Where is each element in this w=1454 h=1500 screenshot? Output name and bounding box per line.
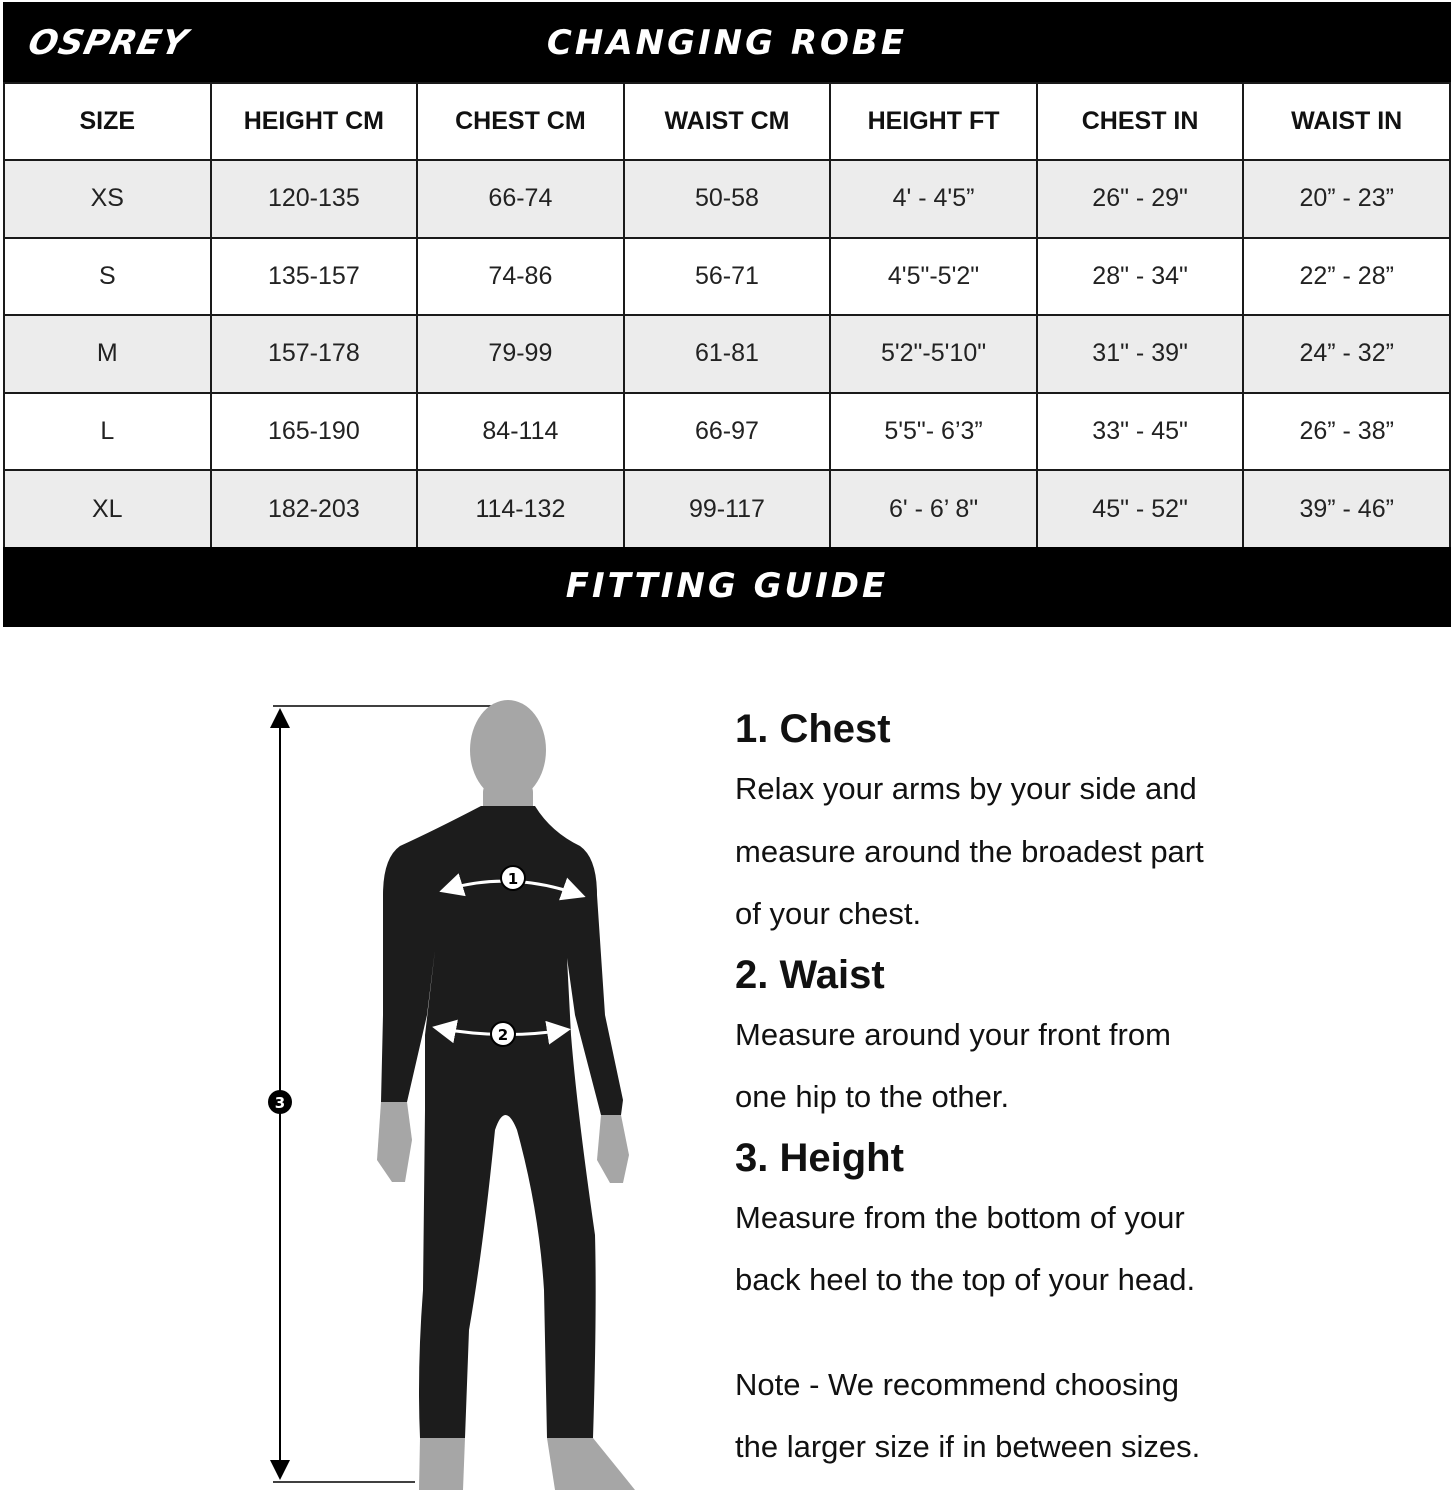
table-cell: 39” - 46”: [1243, 470, 1450, 548]
table-cell: XL: [4, 470, 211, 548]
chest-marker: [501, 866, 525, 890]
right-hand: [597, 1115, 629, 1183]
table-cell: 157-178: [211, 315, 418, 393]
table-cell: 6' - 6’ 8": [830, 470, 1037, 548]
table-row: [4, 315, 1450, 393]
fitting-guide-bar: [3, 547, 1451, 627]
table-cell: S: [4, 238, 211, 316]
measurement-instructions: [735, 700, 1435, 1479]
table-cell: 22” - 28”: [1243, 238, 1450, 316]
table-cell: 79-99: [417, 315, 624, 393]
column-header-size: SIZE: [4, 83, 211, 160]
height-heading: 3. Height: [735, 1135, 904, 1180]
chest-text-line: of your chest.: [735, 896, 922, 931]
table-cell: 99-117: [624, 470, 831, 548]
column-header-height-ft: HEIGHT FT: [830, 83, 1037, 160]
table-cell: 45" - 52": [1037, 470, 1244, 548]
table-row: [4, 238, 1450, 316]
height-marker-number: 3: [274, 1094, 286, 1112]
table-row: [4, 470, 1450, 548]
wetsuit-body: [381, 806, 623, 1438]
column-header-waist-in: WAIST IN: [1243, 83, 1450, 160]
fitting-guide-title: FITTING GUIDE: [565, 566, 889, 606]
left-hand: [377, 1102, 412, 1182]
table-cell: 56-71: [624, 238, 831, 316]
left-foot: [419, 1438, 465, 1490]
waist-marker: [491, 1022, 515, 1046]
table-cell: 4'5"-5'2": [830, 238, 1037, 316]
table-cell: 50-58: [624, 160, 831, 238]
page-title: CHANGING ROBE: [546, 23, 908, 63]
table-cell: 135-157: [211, 238, 418, 316]
chest-heading: 1. Chest: [735, 707, 891, 751]
size-table: [3, 82, 1451, 549]
table-row: [4, 393, 1450, 471]
column-header-height-cm: HEIGHT CM: [211, 83, 418, 160]
sizing-note: [735, 1354, 1435, 1479]
header-bar: [3, 2, 1451, 82]
waist-marker-number: 2: [497, 1026, 509, 1044]
waist-text-line: one hip to the other.: [735, 1079, 1010, 1114]
chest-marker-number: 1: [507, 870, 519, 888]
table-cell: M: [4, 315, 211, 393]
column-header-chest-cm: CHEST CM: [417, 83, 624, 160]
table-cell: 182-203: [211, 470, 418, 548]
table-cell: 74-86: [417, 238, 624, 316]
table-cell: 66-97: [624, 393, 831, 471]
table-cell: 28" - 34": [1037, 238, 1244, 316]
chest-text-line: Relax your arms by your side and: [735, 771, 1197, 806]
table-cell: 31" - 39": [1037, 315, 1244, 393]
table-cell: 20” - 23”: [1243, 160, 1450, 238]
table-cell: 26" - 29": [1037, 160, 1244, 238]
table-cell: 5'5"- 6’3”: [830, 393, 1037, 471]
brand-logo: OSPREY: [24, 23, 192, 63]
table-row: [4, 160, 1450, 238]
table-cell: L: [4, 393, 211, 471]
table-cell: 24” - 32”: [1243, 315, 1450, 393]
table-cell: 26” - 38”: [1243, 393, 1450, 471]
body-measurement-figure: [255, 690, 675, 1500]
table-cell: XS: [4, 160, 211, 238]
table-cell: 5'2"-5'10": [830, 315, 1037, 393]
height-text-line: Measure from the bottom of your: [735, 1199, 1185, 1235]
table-cell: 84-114: [417, 393, 624, 471]
right-foot: [547, 1438, 635, 1490]
note-line: the larger size if in between sizes.: [735, 1429, 1201, 1464]
table-cell: 114-132: [417, 470, 624, 548]
waist-heading: 2. Waist: [735, 952, 885, 997]
table-cell: 165-190: [211, 393, 418, 471]
height-text-line: back heel to the top of your head.: [735, 1262, 1196, 1297]
table-header-row: [4, 83, 1450, 160]
column-header-waist-cm: WAIST CM: [624, 83, 831, 160]
column-header-chest-in: CHEST IN: [1037, 83, 1244, 160]
table-cell: 61-81: [624, 315, 831, 393]
waist-text-line: Measure around your front from: [735, 1016, 1171, 1052]
table-cell: 33" - 45": [1037, 393, 1244, 471]
table-cell: 120-135: [211, 160, 418, 238]
table-cell: 66-74: [417, 160, 624, 238]
chest-text-line: measure around the broadest part: [735, 833, 1204, 869]
note-line: Note - We recommend choosing: [735, 1366, 1179, 1402]
table-cell: 4' - 4'5”: [830, 160, 1037, 238]
height-marker: [268, 1090, 292, 1114]
